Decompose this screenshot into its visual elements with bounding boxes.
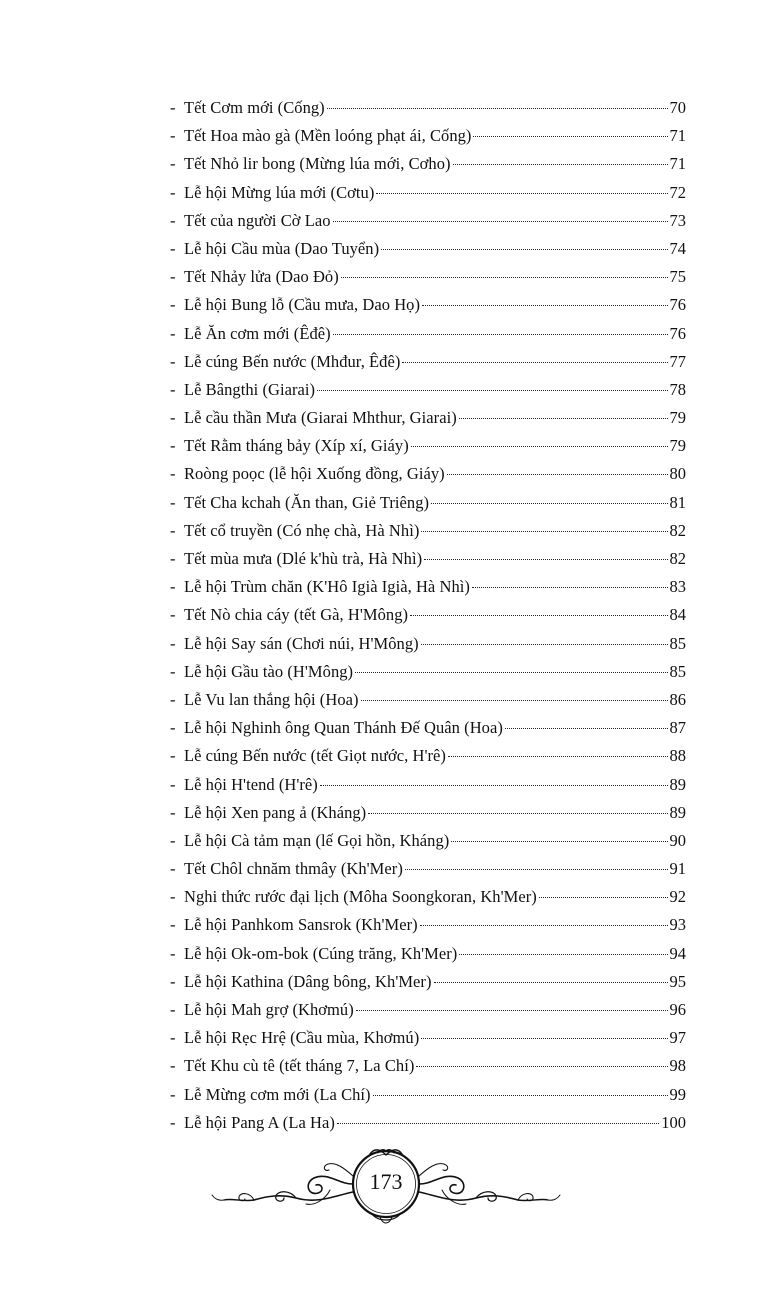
toc-bullet: - (170, 943, 176, 963)
toc-entry-title: Lễ hội Xen pang ả (Kháng) (184, 802, 367, 822)
dot-leader (447, 474, 668, 475)
toc-entry-page: 91 (669, 859, 686, 879)
dot-leader (373, 1095, 668, 1096)
toc-entry-page: 82 (669, 549, 686, 568)
dot-leader (473, 136, 667, 137)
toc-entry-page: 94 (669, 943, 686, 963)
toc-entry[interactable] (170, 263, 686, 291)
dot-leader (431, 503, 667, 504)
toc-entry-title: Roòng poọc (lễ hội Xuống đồng, Giáy) (184, 464, 445, 484)
toc-bullet: - (170, 971, 176, 991)
toc-entry-page: 83 (669, 577, 686, 597)
toc-entry[interactable] (170, 460, 686, 488)
dot-leader (448, 756, 668, 757)
toc-bullet: - (170, 210, 176, 230)
toc-entry-page: 77 (669, 351, 686, 371)
toc-entry-title: Lễ cúng Bến nước (Mhđur, Êđê) (184, 351, 401, 371)
toc-bullet: - (170, 661, 176, 681)
toc-entry-title: Tết cổ truyền (Có nhẹ chà, Hà Nhì) (184, 520, 420, 540)
toc-bullet: - (170, 126, 176, 146)
toc-bullet: - (170, 718, 176, 738)
toc-entry-title: Tết Khu cù tê (tết tháng 7, La Chí) (184, 1056, 415, 1076)
dot-leader (411, 446, 668, 447)
toc-entry-title: Lễ Mừng cơm mới (La Chí) (184, 1084, 371, 1104)
toc-entry-page: 71 (669, 126, 686, 146)
toc-entry-page: 95 (669, 971, 686, 991)
toc-entry[interactable] (170, 376, 686, 404)
toc-entry-page: 86 (669, 689, 686, 709)
toc-entry-page: 81 (669, 492, 686, 512)
toc-entry-title: Lễ hội Ok-om-bok (Cúng trăng, Kh'Mer) (184, 943, 458, 963)
dot-leader (405, 869, 668, 870)
toc-bullet: - (170, 323, 176, 343)
dot-leader (356, 1010, 668, 1011)
toc-entry-page: 85 (669, 661, 686, 681)
toc-bullet: - (170, 379, 176, 399)
toc-entry-title: Tết Hoa mào gà (Mền loóng phạt ái, Cống) (184, 126, 472, 146)
toc-entry-page: 90 (669, 830, 686, 850)
toc-entry-title: Tết Nhỏ lir bong (Mừng lúa mới, Cơho) (184, 154, 451, 174)
toc-bullet: - (170, 267, 176, 287)
dot-leader (368, 813, 667, 814)
toc-entry[interactable] (170, 1109, 686, 1137)
toc-entry-title: Lễ hội Bung lỗ (Cầu mưa, Dao Họ) (184, 295, 420, 315)
toc-bullet: - (170, 1000, 176, 1019)
dot-leader (317, 390, 667, 391)
toc-entry[interactable] (170, 996, 686, 1024)
toc-entry-page: 98 (669, 1056, 686, 1076)
toc-bullet: - (170, 689, 176, 709)
toc-entry-page: 70 (669, 98, 686, 117)
toc-entry[interactable] (170, 432, 686, 460)
dot-leader (376, 193, 667, 194)
toc-entry[interactable] (170, 150, 686, 178)
toc-entry[interactable] (170, 517, 686, 545)
toc-entry-page: 78 (669, 379, 686, 399)
toc-entry-title: Lễ hội Say sán (Chơi núi, H'Mông) (184, 633, 419, 653)
toc-entry-page: 75 (669, 267, 686, 287)
dot-leader (361, 700, 668, 701)
dot-leader (453, 164, 668, 165)
toc-entry-page: 71 (669, 154, 686, 174)
toc-bullet: - (170, 98, 176, 117)
toc-bullet: - (170, 915, 176, 935)
dot-leader (327, 108, 668, 109)
toc-entry-page: 82 (669, 520, 686, 540)
dot-leader (320, 785, 668, 786)
dot-leader (422, 305, 668, 306)
toc-entry-page: 72 (669, 182, 686, 202)
toc-entry-title: Lễ hội Cà tảm mạn (lế Gọi hồn, Kháng) (184, 830, 450, 850)
toc-entry-page: 88 (669, 746, 686, 766)
toc-entry[interactable] (170, 348, 686, 376)
toc-bullet: - (170, 774, 176, 794)
page-number: 173 (369, 1169, 403, 1194)
toc-entry[interactable] (170, 686, 686, 714)
toc-entry[interactable] (170, 1052, 686, 1080)
toc-bullet: - (170, 605, 176, 625)
toc-entry[interactable] (170, 799, 686, 827)
toc-entry[interactable] (170, 404, 686, 432)
toc-bullet: - (170, 1084, 176, 1104)
dot-leader (459, 418, 668, 419)
toc-entry-page: 97 (669, 1028, 686, 1048)
toc-entry-title: Tết Nò chia cáy (tết Gà, H'Mông) (184, 605, 409, 625)
dot-leader (472, 587, 668, 588)
toc-entry-title: Lễ hội Pang A (La Ha) (184, 1112, 335, 1132)
toc-entry-title: Lễ hội Cầu mùa (Dao Tuyển) (184, 238, 380, 258)
toc-bullet: - (170, 238, 176, 258)
toc-entry-page: 85 (669, 633, 686, 653)
toc-entry-title: Lễ cầu thần Mưa (Giarai Mhthur, Giarai) (184, 408, 457, 428)
toc-bullet: - (170, 859, 176, 879)
toc-bullet: - (170, 577, 176, 597)
toc-entry[interactable] (170, 658, 686, 686)
dot-leader (416, 1066, 667, 1067)
toc-bullet: - (170, 520, 176, 540)
toc-entry-page: 79 (669, 408, 686, 428)
toc-entry-title: Lễ hội H'tend (H'rê) (184, 774, 318, 794)
dot-leader (421, 1038, 667, 1039)
toc-entry[interactable] (170, 320, 686, 348)
toc-entry[interactable] (170, 122, 686, 150)
toc-entry-title: Lễ Bângthi (Giarai) (184, 379, 316, 399)
toc-entry[interactable] (170, 545, 686, 573)
toc-bullet: - (170, 633, 176, 653)
dot-leader (341, 277, 668, 278)
toc-bullet: - (170, 408, 176, 428)
toc-entry-page: 93 (669, 915, 686, 935)
toc-entry[interactable] (170, 94, 686, 122)
toc-entry[interactable] (170, 742, 686, 770)
toc-bullet: - (170, 1112, 176, 1132)
dot-leader (355, 672, 667, 673)
toc-bullet: - (170, 802, 176, 822)
dot-leader (459, 954, 667, 955)
toc-entry[interactable] (170, 601, 686, 629)
toc-entry-title: Nghi thức rước đại lịch (Môha Soongkoran, Kh'Mer) (184, 887, 537, 907)
toc-entry-page: 80 (669, 464, 686, 484)
toc-bullet: - (170, 295, 176, 315)
toc-entry[interactable] (170, 855, 686, 883)
dot-leader (505, 728, 668, 729)
dot-leader (539, 897, 668, 898)
toc-bullet: - (170, 492, 176, 512)
toc-entry-title: Lễ hội Kathina (Dâng bông, Kh'Mer) (184, 971, 432, 991)
toc-entry-title: Tết mùa mưa (Dlé k'hù trà, Hà Nhì) (184, 549, 423, 568)
toc-entry-page: 100 (661, 1112, 686, 1132)
toc-entry-page: 76 (669, 323, 686, 343)
toc-entry[interactable] (170, 1081, 686, 1109)
toc-entry-page: 84 (669, 605, 686, 625)
dot-leader (424, 559, 667, 560)
toc-entry-title: Lễ Vu lan thắng hội (Hoa) (184, 689, 359, 709)
toc-bullet: - (170, 182, 176, 202)
toc-entry-title: Lễ cúng Bến nước (tết Giọt nước, H'rê) (184, 746, 446, 766)
toc-entry[interactable] (170, 940, 686, 968)
dot-leader (434, 982, 668, 983)
toc-entry[interactable] (170, 714, 686, 742)
dot-leader (333, 334, 668, 335)
toc-bullet: - (170, 464, 176, 484)
toc-entry-title: Lễ hội Mừng lúa mới (Cơtu) (184, 182, 375, 202)
toc-entry-title: Lễ hội Rẹc Hrệ (Cầu mùa, Khơmú) (184, 1028, 420, 1048)
toc-entry[interactable] (170, 235, 686, 263)
toc-entry-title: Lễ hội Panhkom Sansrok (Kh'Mer) (184, 915, 418, 935)
dot-leader (333, 221, 668, 222)
toc-bullet: - (170, 154, 176, 174)
dot-leader (421, 644, 668, 645)
toc-entry[interactable] (170, 771, 686, 799)
dot-leader (402, 362, 667, 363)
toc-entry-title: Tết Rằm tháng bảy (Xíp xí, Giáy) (184, 436, 409, 456)
toc-bullet: - (170, 351, 176, 371)
toc-entry-title: Tết Nhảy lửa (Dao Đỏ) (184, 267, 339, 287)
toc-entry-title: Tết Chôl chnăm thmây (Kh'Mer) (184, 859, 403, 879)
toc-entry-title: Lễ hội Trùm chăn (K'Hô Igià Igià, Hà Nhì) (184, 577, 470, 597)
toc-entry[interactable] (170, 630, 686, 658)
toc-entry[interactable] (170, 968, 686, 996)
toc-entry-page: 79 (669, 436, 686, 456)
toc-entry[interactable] (170, 179, 686, 207)
toc-bullet: - (170, 746, 176, 766)
dot-leader (421, 531, 667, 532)
toc-entry[interactable] (170, 911, 686, 939)
toc-entry-page: 92 (669, 887, 686, 907)
toc-entry[interactable] (170, 207, 686, 235)
toc-bullet: - (170, 830, 176, 850)
toc-entry[interactable] (170, 573, 686, 601)
toc-entry[interactable] (170, 883, 686, 911)
toc-bullet: - (170, 436, 176, 456)
toc-entry-title: Lễ Ăn cơm mới (Êđê) (184, 323, 331, 343)
toc-entry-title: Lễ hội Gầu tào (H'Mông) (184, 661, 354, 681)
dot-leader (381, 249, 667, 250)
dot-leader (420, 925, 668, 926)
toc-entry-page: 89 (669, 774, 686, 794)
toc-entry-page: 73 (669, 210, 686, 230)
toc-bullet: - (170, 887, 176, 907)
dot-leader (451, 841, 667, 842)
toc-entry[interactable] (170, 489, 686, 517)
toc-entry-title: Lễ hội Mah grợ (Khơmú) (184, 1000, 354, 1019)
toc-entry-title: Lễ hội Nghinh ông Quan Thánh Đế Quân (Hoa) (184, 718, 503, 738)
toc-bullet: - (170, 549, 176, 568)
toc-entry[interactable] (170, 291, 686, 319)
toc-entry-title: Tết Cha kchah (Ăn than, Giẻ Triêng) (184, 492, 430, 512)
toc-entry-page: 87 (669, 718, 686, 738)
table-of-contents (170, 94, 686, 1137)
toc-entry-page: 89 (669, 802, 686, 822)
toc-bullet: - (170, 1028, 176, 1048)
toc-entry[interactable] (170, 827, 686, 855)
toc-entry-page: 96 (669, 1000, 686, 1019)
page-footer (210, 1148, 562, 1228)
dot-leader (410, 615, 667, 616)
toc-entry-page: 99 (669, 1084, 686, 1104)
toc-entry-title: Tết của người Cờ Lao (184, 210, 331, 230)
toc-entry-page: 74 (669, 238, 686, 258)
toc-bullet: - (170, 1056, 176, 1076)
toc-entry-title: Tết Cơm mới (Cống) (184, 98, 325, 117)
toc-entry-page: 76 (669, 295, 686, 315)
dot-leader (337, 1123, 659, 1124)
toc-entry[interactable] (170, 1024, 686, 1052)
